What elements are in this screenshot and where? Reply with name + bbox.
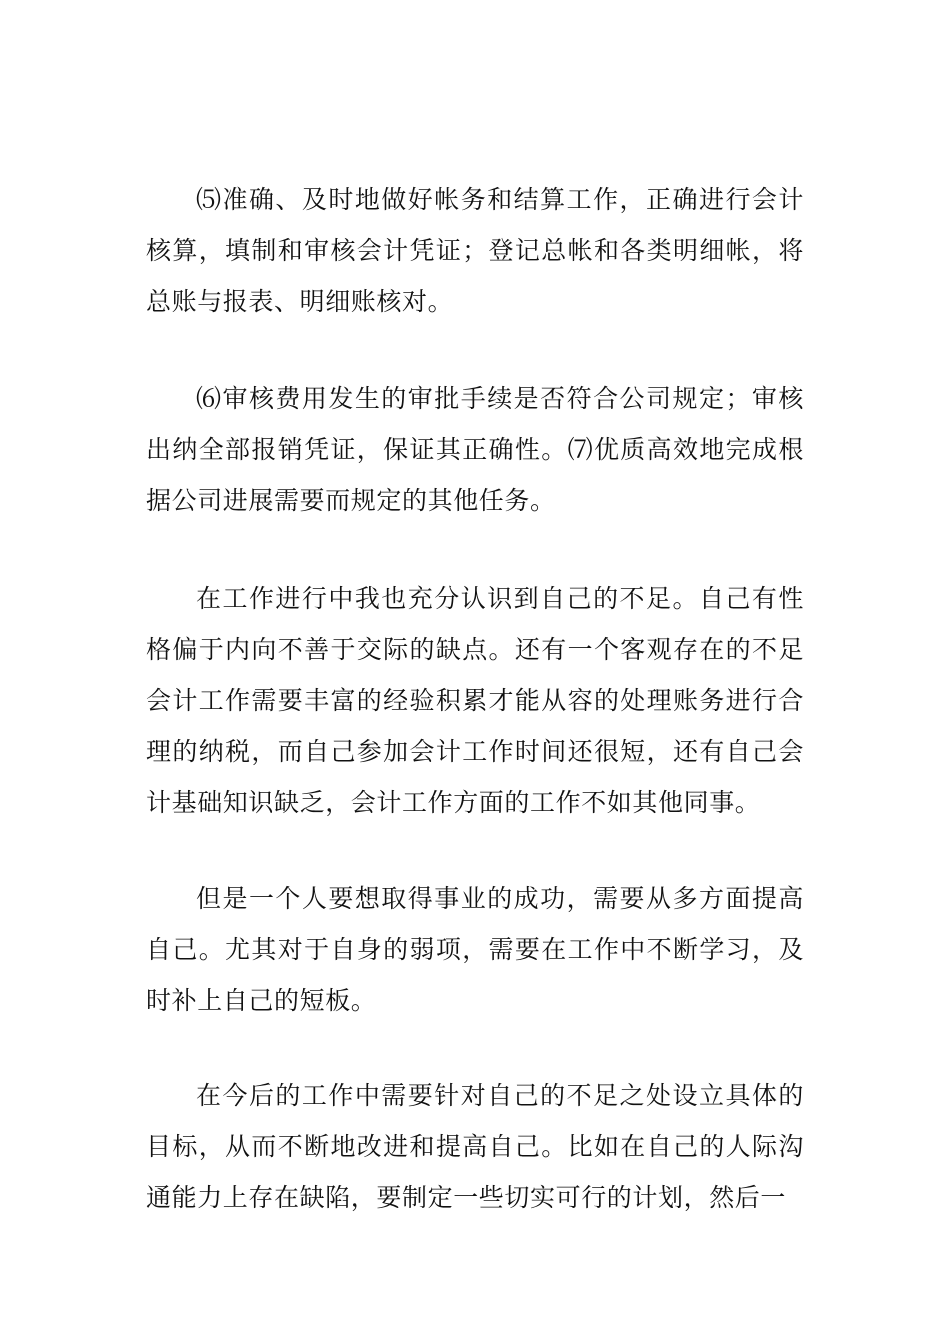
paragraph-accounting-duties: ⑸准确、及时地做好帐务和结算工作，正确进行会计核算，填制和审核会计凭证；登记总帐和各类明细帐，将总账与报表、明细账核对。 — [146, 185, 804, 316]
paragraph-shortcomings: 在工作进行中我也充分认识到自己的不足。自己有性格偏于内向不善于交际的缺点。还有一个客观存在的不足会计工作需要丰富的经验积累才能从容的处理账务进行合理的纳税，而自己参加会计工作时间还很短，还有自己会计基础知识缺乏，会计工作方面的工作不如其他同事。 — [146, 584, 804, 817]
paragraph-self-improvement: 但是一个人要想取得事业的成功，需要从多方面提高自己。尤其对于自身的弱项，需要在工作中不断学习，及时补上自己的短板。 — [146, 884, 804, 1015]
paragraph-future-goals: 在今后的工作中需要针对自己的不足之处设立具体的目标，从而不断地改进和提高自己。比如在自己的人际沟通能力上存在缺陷，要制定一些切实可行的计划，然后一 — [146, 1081, 804, 1212]
paragraph-expense-review: ⑹审核费用发生的审批手续是否符合公司规定；审核出纳全部报销凭证，保证其正确性。⑺优质高效地完成根据公司进展需要而规定的其他任务。 — [146, 384, 804, 515]
